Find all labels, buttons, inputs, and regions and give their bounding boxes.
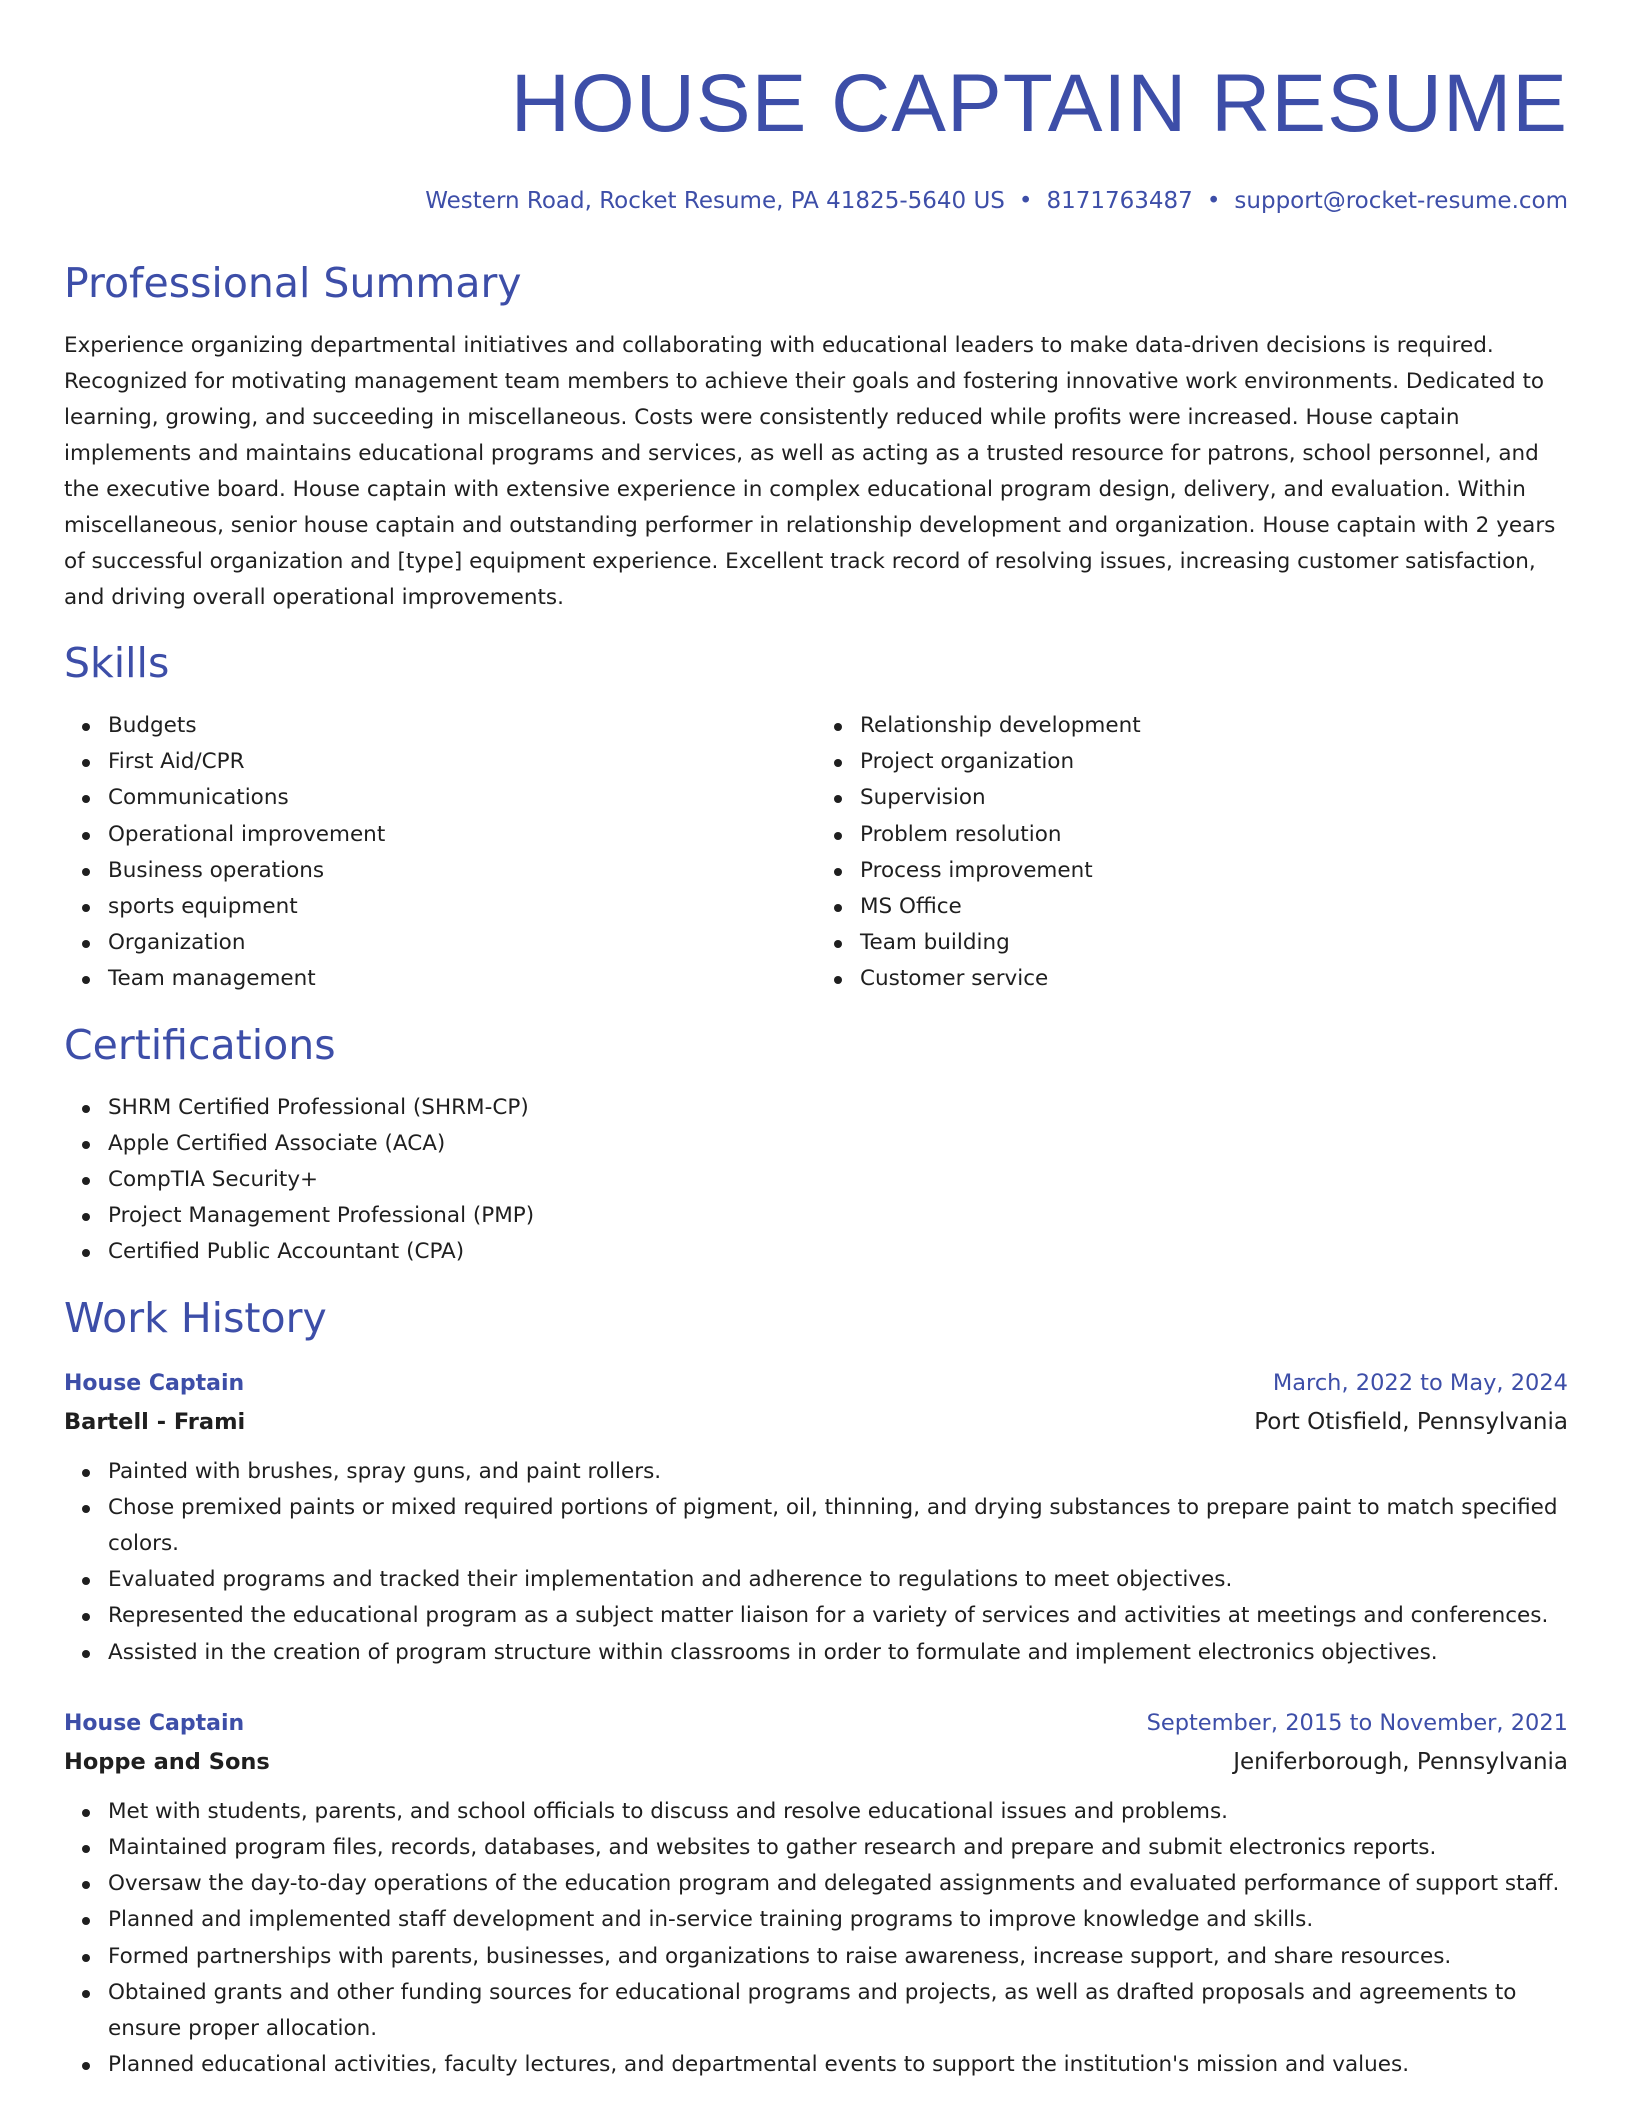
skill-item: Team building xyxy=(860,925,1568,961)
skills-list-right xyxy=(816,708,1568,998)
job-title: House Captain xyxy=(64,1710,245,1736)
skill-item: Project organization xyxy=(860,744,1568,780)
skills-heading: Skills xyxy=(64,639,170,687)
job-bullet: Maintained program files, records, databases, and websites to gather research and prepare and submit electronics reports. xyxy=(108,1830,1568,1866)
job-entry xyxy=(64,1705,1568,2084)
job-location: Port Otisfield, Pennsylvania xyxy=(1254,1408,1568,1435)
job-header-row xyxy=(64,1365,1568,1402)
contact-email: support@rocket-resume.com xyxy=(1234,188,1568,214)
contact-line xyxy=(64,186,1568,216)
job-company: Bartell - Frami xyxy=(64,1408,246,1435)
skill-item: First Aid/CPR xyxy=(108,744,816,780)
job-bullet: Met with students, parents, and school officials to discuss and resolve educational issues and problems. xyxy=(108,1794,1568,1830)
job-dates: September, 2015 to November, 2021 xyxy=(1146,1709,1568,1736)
job-bullet: Planned educational activities, faculty lectures, and departmental events to support the institution's mission and values. xyxy=(108,2047,1568,2083)
certification-item: Certified Public Accountant (CPA) xyxy=(108,1234,1568,1270)
job-bullet: Chose premixed paints or mixed required portions of pigment, oil, thinning, and drying substances to prepare paint to match specified colors. xyxy=(108,1490,1568,1562)
job-location: Jeniferborough, Pennsylvania xyxy=(1233,1748,1568,1775)
job-company-row xyxy=(64,1742,1568,1782)
job-company: Hoppe and Sons xyxy=(64,1748,270,1775)
skill-item: Relationship development xyxy=(860,708,1568,744)
skill-item: Process improvement xyxy=(860,853,1568,889)
certifications-heading: Certifications xyxy=(64,1020,336,1069)
skill-item: Team management xyxy=(108,961,816,997)
contact-address: Western Road, Rocket Resume, PA 41825-5640 US xyxy=(425,188,1005,214)
resume-page xyxy=(64,0,1568,2083)
job-bullet: Planned and implemented staff development and in-service training programs to improve knowledge and skills. xyxy=(108,1902,1568,1938)
job-bullet: Painted with brushes, spray guns, and paint rollers. xyxy=(108,1454,1568,1490)
job-bullet: Represented the educational program as a subject matter liaison for a variety of services and activities at meetings and conferences. xyxy=(108,1598,1568,1634)
skill-item: Operational improvement xyxy=(108,817,816,853)
skill-item: sports equipment xyxy=(108,889,816,925)
job-bullets xyxy=(64,1454,1568,1671)
skill-item: MS Office xyxy=(860,889,1568,925)
job-bullets xyxy=(64,1794,1568,2084)
job-bullet: Assisted in the creation of program structure within classrooms in order to formulate and implement electronics objectives. xyxy=(108,1635,1568,1671)
skill-item: Communications xyxy=(108,780,816,816)
certification-item: CompTIA Security+ xyxy=(108,1162,1568,1198)
certification-item: Apple Certified Associate (ACA) xyxy=(108,1126,1568,1162)
job-bullet: Evaluated programs and tracked their implementation and adherence to regulations to meet objectives. xyxy=(108,1562,1568,1598)
job-bullet: Oversaw the day-to-day operations of the education program and delegated assignments and evaluated performance of support staff. xyxy=(108,1866,1568,1902)
job-company-row xyxy=(64,1402,1568,1442)
job-title: House Captain xyxy=(64,1370,245,1396)
summary-text: Experience organizing departmental initiatives and collaborating with educational leaders to make data-driven decisions is required. Recognized for motivating management team members to achieve their goals and fostering innovative work environments. Dedicated to learning, growing, and succeeding in miscellaneous. Costs were consistently reduced while profits were increased. House captain implements and maintains educational programs and services, as well as acting as a trusted resource for patrons, school personnel, and the executive board. House captain with extensive experience in complex educational program design, delivery, and evaluation. Within miscellaneous, senior house captain and outstanding performer in relationship development and organization. House captain with 2 years of successful organization and [type] equipment experience. Excellent track record of resolving issues, increasing customer satisfaction, and driving overall operational improvements. xyxy=(64,333,1556,610)
contact-separator: • xyxy=(1018,188,1033,214)
job-bullet: Formed partnerships with parents, businesses, and organizations to raise awareness, increase support, and share resources. xyxy=(108,1939,1568,1975)
skill-item: Budgets xyxy=(108,708,816,744)
skill-item: Business operations xyxy=(108,853,816,889)
skills-columns xyxy=(64,708,1568,998)
skill-item: Customer service xyxy=(860,961,1568,997)
certification-item: Project Management Professional (PMP) xyxy=(108,1198,1568,1234)
job-entry xyxy=(64,1365,1568,1671)
skills-list-left xyxy=(64,708,816,998)
work-history-heading: Work History xyxy=(64,1293,327,1342)
skill-item: Problem resolution xyxy=(860,817,1568,853)
certification-item: SHRM Certified Professional (SHRM-CP) xyxy=(108,1090,1568,1126)
contact-separator: • xyxy=(1206,188,1221,214)
resume-title: HOUSE CAPTAIN RESUME xyxy=(510,58,1568,149)
job-header-row xyxy=(64,1705,1568,1742)
skill-item: Supervision xyxy=(860,780,1568,816)
summary-heading: Professional Summary xyxy=(64,259,522,307)
job-dates: March, 2022 to May, 2024 xyxy=(1272,1369,1568,1396)
certifications-list xyxy=(64,1090,1568,1271)
skill-item: Organization xyxy=(108,925,816,961)
contact-phone: 8171763487 xyxy=(1046,188,1193,214)
job-bullet: Obtained grants and other funding sources for educational programs and projects, as well as drafted proposals and agreements to ensure proper allocation. xyxy=(108,1975,1568,2047)
